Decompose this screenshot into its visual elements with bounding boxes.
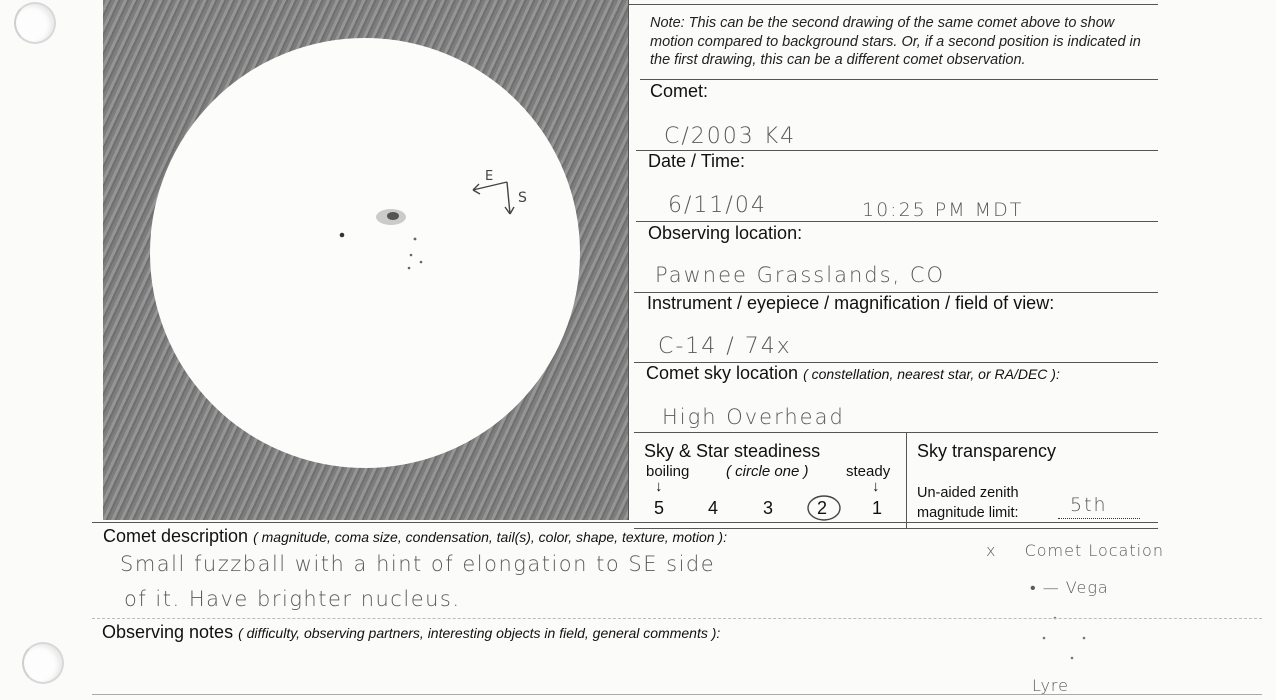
- notes-label: [102, 622, 720, 643]
- steadiness-title: Sky & Star steadiness: [644, 441, 821, 461]
- east-label: E: [485, 169, 494, 184]
- transparency-value: 5th: [1070, 494, 1108, 516]
- box-divider: [906, 432, 907, 528]
- lyra-stars: [1030, 610, 1110, 670]
- lyre-note: Lyre: [1032, 676, 1069, 695]
- star: [410, 254, 413, 257]
- comet-location-note: [986, 541, 1164, 560]
- comet-value: C/2003 K4: [664, 124, 797, 149]
- star: [420, 261, 423, 264]
- rule-notes-bottom: [92, 694, 1262, 695]
- sketch-drawing: [103, 0, 628, 520]
- time-value: 10:25 PM MDT: [862, 199, 1024, 221]
- description-title: Comet description: [103, 526, 249, 546]
- star: [340, 233, 345, 238]
- rule-description: [92, 522, 1158, 523]
- form-note: Note: This can be the second drawing of the same comet above to show motion compared to background stars. Or, if a second position is indicated in the first drawing, this can be a different comet observation.: [650, 15, 1141, 68]
- rule-sky-location: [634, 432, 1158, 433]
- scale-4[interactable]: 4: [708, 498, 719, 518]
- instrument-label: Instrument / eyepiece / magnification / field of view:: [647, 293, 1055, 313]
- binder-hole-top: [14, 2, 56, 44]
- location-label: Observing location:: [648, 223, 803, 243]
- comet-nucleus: [387, 212, 399, 220]
- sky-location-hint: ( constellation, nearest star, or RA/DEC ):: [803, 366, 1060, 382]
- comet-label: Comet:: [650, 81, 709, 101]
- top-rule: [628, 4, 1158, 5]
- sky-location-value: High Overhead: [662, 405, 845, 429]
- scale-3[interactable]: 3: [763, 498, 774, 518]
- transparency-dotline: [1058, 518, 1140, 519]
- steadiness-right: steady: [846, 463, 891, 480]
- rule-note: [640, 79, 1158, 80]
- steadiness-center: ( circle one ): [726, 463, 809, 480]
- sketch-divider: [628, 0, 629, 520]
- description-line2: of it. Have brighter nucleus.: [124, 587, 461, 611]
- transparency-line2: magnitude limit:: [917, 505, 1019, 521]
- sketch-panel: [103, 0, 628, 520]
- star: [408, 267, 411, 270]
- arrow-left: ↓: [655, 478, 663, 495]
- scale-5[interactable]: 5: [654, 498, 665, 518]
- notes-title: Observing notes: [102, 622, 234, 642]
- south-label: S: [518, 190, 527, 206]
- description-label: [103, 526, 727, 547]
- date-value: 6/11/04: [668, 193, 767, 218]
- circle-mark: [804, 493, 846, 525]
- location-value: Pawnee Grasslands, CO: [655, 263, 946, 287]
- datetime-label: Date / Time:: [648, 151, 746, 171]
- description-line1: Small fuzzball with a hint of elongation to SE side: [120, 552, 716, 576]
- instrument-value: C-14 / 74x: [658, 334, 792, 359]
- scale-1[interactable]: 1: [872, 498, 883, 518]
- notes-hint: ( difficulty, observing partners, interesting objects in field, general comments ):: [238, 625, 721, 641]
- arrow-right: ↓: [872, 478, 880, 495]
- sky-location-title: Comet sky location: [646, 363, 799, 383]
- vega-note: • — Vega: [1030, 578, 1109, 597]
- sky-location-label: [646, 363, 1060, 384]
- rule-notes-dashed: [92, 618, 1262, 619]
- comet-marker: x: [986, 541, 997, 560]
- star: [414, 238, 417, 241]
- comet-location-text: Comet Location: [1024, 541, 1164, 560]
- binder-hole-bottom: [22, 642, 64, 684]
- south-arrow: [505, 182, 514, 214]
- steadiness-left: boiling: [646, 463, 690, 480]
- rule-datetime: [636, 221, 1158, 222]
- scale-2[interactable]: 2: [817, 498, 828, 518]
- transparency-title: Sky transparency: [917, 441, 1057, 461]
- description-hint: ( magnitude, coma size, condensation, tail(s), color, shape, texture, motion ):: [253, 529, 727, 545]
- transparency-line1: Un-aided zenith: [917, 485, 1019, 501]
